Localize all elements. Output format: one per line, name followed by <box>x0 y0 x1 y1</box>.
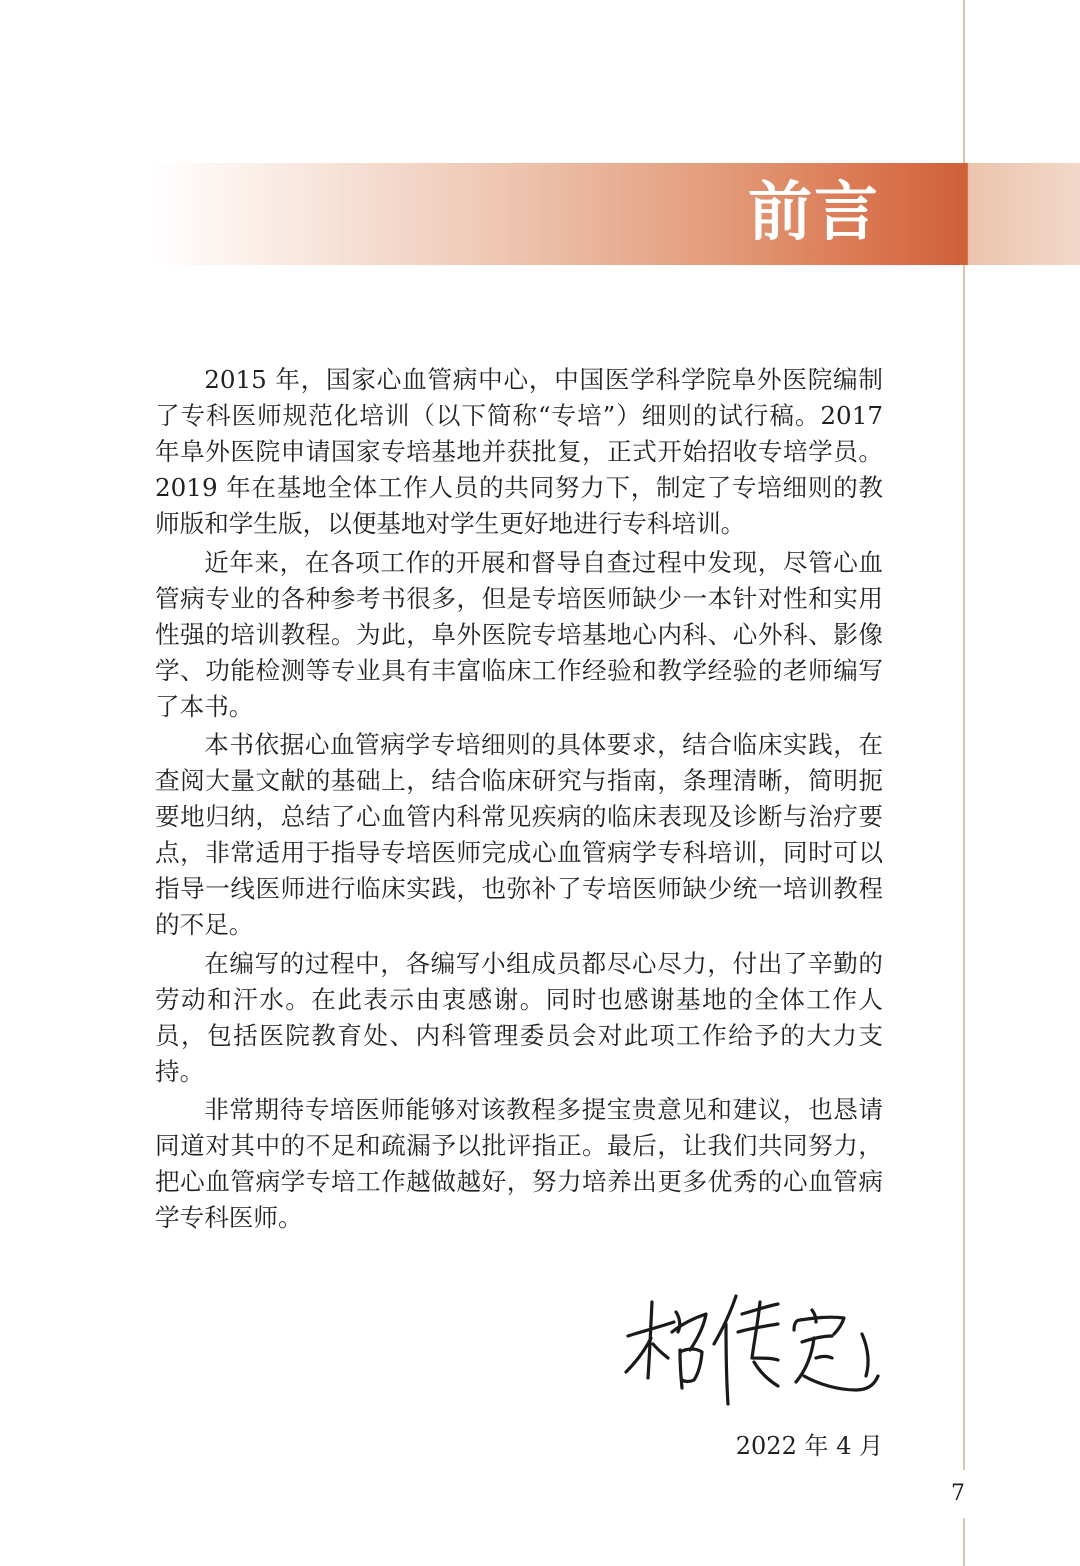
page-title: 前言 <box>748 176 880 250</box>
title-band <box>150 163 1080 265</box>
handwritten-signature <box>618 1292 880 1408</box>
paragraph-1: 2015 年，国家心血管病中心，中国医学科学院阜外医院编制了专科医师规范化培训（以下简称“专培”）细则的试行稿。2017 年阜外医院申请国家专培基地并获批复，正式开始招收专培学员。2019 年在基地全体工作人员的共同努力下，制定了专培细则的教师版和学生版，以便基地对学生更好地进行专科培训。 <box>155 365 883 538</box>
paragraph-2: 近年来，在各项工作的开展和督导自查过程中发现，尽管心血管病专业的各种参考书很多，但是专培医师缺少一本针对性和实用性强的培训教程。为此，阜外医院专培基地心内科、心外科、影像学、功能检测等专业具有丰富临床工作经验和教学经验的老师编写了本书。 <box>155 547 883 721</box>
preface-body <box>155 362 883 1239</box>
paragraph-4: 在编写的过程中，各编写小组成员都尽心尽力，付出了辛勤的劳动和汗水。在此表示由衷感谢。同时也感谢基地的全体工作人员，包括医院教育处、内科管理委员会对此项工作给予的大力支持。 <box>155 948 883 1086</box>
paragraph-5: 非常期待专培医师能够对该教程多提宝贵意见和建议，也恳请同道对其中的不足和疏漏予以批评指正。最后，让我们共同努力，把心血管病学专培工作越做越好，努力培养出更多优秀的心血管病学专科医师。 <box>155 1095 883 1233</box>
page-number: 7 <box>951 1481 965 1506</box>
paragraph-3: 本书依据心血管病学专培细则的具体要求，结合临床实践，在查阅大量文献的基础上，结合临床研究与指南，条理清晰，简明扼要地归纳，总结了心血管内科常见疾病的临床表现及诊断与治疗要点，非常适用于指导专培医师完成心血管病学专科培训，同时可以指导一线医师进行临床实践，也弥补了专培医师缺少统一培训教程的不足。 <box>155 730 883 940</box>
preface-date: 2022 年 4 月 <box>735 1432 883 1460</box>
